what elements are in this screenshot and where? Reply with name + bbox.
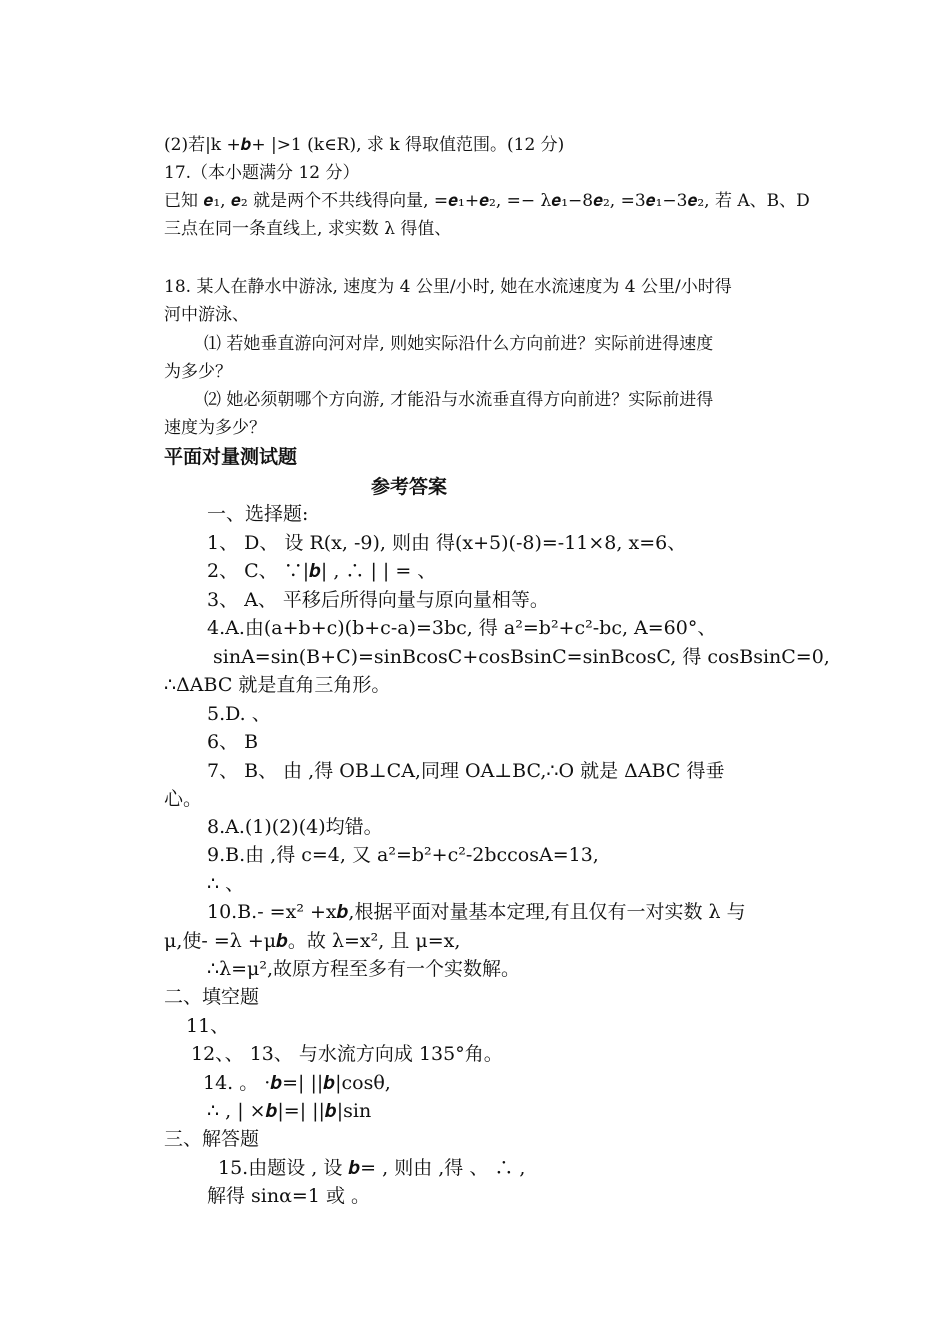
- answer-4-line3: ∴ΔABC 就是直角三角形。: [164, 674, 391, 696]
- q18-part1-line2: 为多少？: [164, 362, 232, 382]
- answer-10-line1: 10.B.- =x² +x𝒃,根据平面对量基本定理,有且仅有一对实数 λ 与: [207, 901, 746, 923]
- answer-7-line2: 心。: [164, 788, 203, 810]
- q17-heading: 17.（本小题满分 12 分）: [164, 163, 360, 183]
- section3-heading: 三、解答题: [164, 1128, 260, 1150]
- q18-part2-line1: ⑵ 她必须朝哪个方向游, 才能沿与水流垂直得方向前进？实际前进得: [204, 390, 714, 410]
- answer-9-line1: 9.B.由 ,得 c=4, 又 a²=b²+c²-2bccosA=13,: [207, 844, 599, 866]
- answer-15-line1: 15.由题设 , 设 𝒃= , 则由 ,得 、 ∴ ,: [218, 1157, 526, 1179]
- answer-4-line2: sinA=sin(B+C)=sinBcosC+cosBsinC=sinBcosC, 得 cosBsinC=0,: [213, 646, 830, 668]
- answer-1: 1、 D、 设 R(x, -9), 则由 得(x+5)(-8)=-11×8, x=6、: [207, 532, 687, 554]
- answer-5: 5.D. 、: [207, 703, 271, 725]
- q18-line2: 河中游泳、: [164, 305, 249, 325]
- section1-heading: 一、选择题:: [207, 503, 309, 525]
- answer-2: 2、 C、 ∵|𝒃| , ∴ | | = 、: [207, 560, 437, 582]
- test-heading: 平面对量测试题: [164, 446, 298, 468]
- answer-15-line2: 解得 sinα=1 或 。: [207, 1185, 371, 1207]
- answer-6: 6、 B: [207, 731, 259, 753]
- answer-10-line2: μ,使- =λ +μ𝒃。故 λ=x², 且 μ=x,: [164, 930, 461, 952]
- q18-line1: 18. 某人在静水中游泳, 速度为 4 公里/小时, 她在水流速度为 4 公里/小时得: [164, 277, 732, 297]
- answer-3: 3、 A、 平移后所得向量与原向量相等。: [207, 589, 549, 611]
- answer-7-line1: 7、 B、 由 ,得 OB⊥CA,同理 OA⊥BC,∴O 就是 ΔABC 得垂: [207, 760, 725, 782]
- answer-14-line1: 14. 。 ·𝒃=| ||𝒃|cosθ,: [203, 1072, 391, 1094]
- answer-4-line1: 4.A.由(a+b+c)(b+c-a)=3bc, 得 a²=b²+c²-bc, A=60°、: [207, 617, 717, 639]
- answer-8: 8.A.(1)(2)(4)均错。: [207, 816, 383, 838]
- answer-14-line2: ∴ , | ×𝒃|=| ||𝒃|sin: [207, 1100, 372, 1122]
- answer-11: 11、: [186, 1015, 230, 1037]
- q17-line2: 三点在同一条直线上, 求实数 λ 得值、: [164, 219, 452, 239]
- answer-12-13: 12、、 13、 与水流方向成 135°角。: [191, 1043, 503, 1065]
- q17-line1: 已知 𝒆₁, 𝒆₂ 就是两个不共线得向量, =𝒆₁+𝒆₂, =− λ𝒆₁−8𝒆₂, =3𝒆₁−3𝒆₂, 若 A、B、D: [164, 191, 810, 211]
- section2-heading: 二、填空题: [164, 986, 260, 1008]
- q18-part2-line2: 速度为多少？: [164, 418, 266, 438]
- q16-part2: (2)若|k +𝒃+ |>1 (k∈R), 求 k 得取值范围。(12 分): [164, 135, 565, 155]
- answer-title: 参考答案: [371, 476, 448, 498]
- answer-10-line3: ∴λ=μ²,故原方程至多有一个实数解。: [207, 958, 521, 980]
- q18-part1-line1: ⑴ 若她垂直游向河对岸, 则她实际沿什么方向前进？实际前进得速度: [204, 334, 714, 354]
- answer-9-line2: ∴ 、: [207, 873, 245, 895]
